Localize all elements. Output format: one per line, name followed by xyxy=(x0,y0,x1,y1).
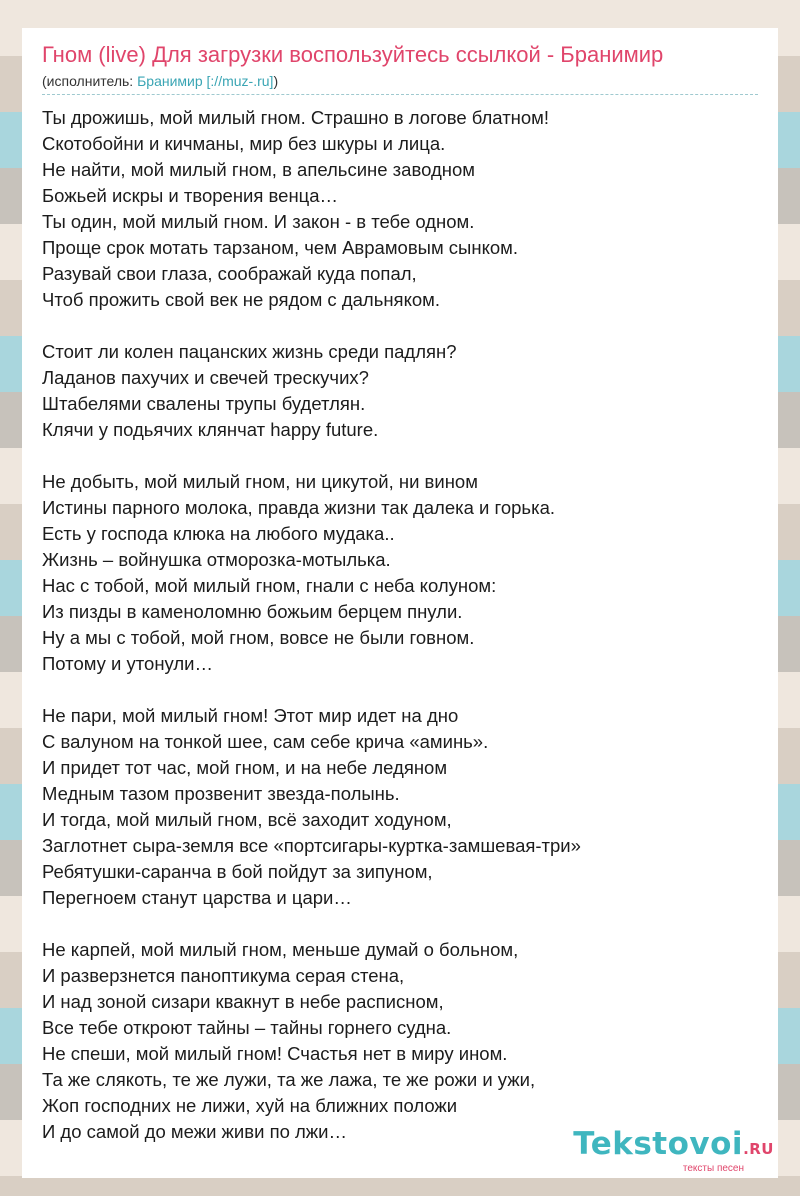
lyric-line: И придет тот час, мой гном, и на небе ледяном xyxy=(42,757,448,778)
lyric-line: Проще срок мотать тарзаном, чем Аврамовым сынком. xyxy=(42,237,519,258)
lyric-line: Не спеши, мой милый гном! Счастья нет в миру ином. xyxy=(42,1043,508,1064)
lyric-line: Чтоб прожить свой век не рядом с дальняком. xyxy=(42,289,441,310)
lyric-line: Не карпей, мой милый гном, меньше думай о больном, xyxy=(42,939,519,960)
site-logo[interactable] xyxy=(573,1127,774,1174)
lyric-line: Ты один, мой милый гном. И закон - в тебе одном. xyxy=(42,211,475,232)
lyric-line: Потому и утонули… xyxy=(42,653,214,674)
lyric-line: Нас с тобой, мой милый гном, гнали с неба колуном: xyxy=(42,575,497,596)
lyric-line: Из пизды в каменоломню божьим берцем пнули. xyxy=(42,601,463,622)
lyrics-text xyxy=(42,105,762,1145)
lyric-line: Штабелями свалены трупы будетлян. xyxy=(42,393,366,414)
lyrics-stanza xyxy=(42,937,762,1145)
lyrics-card xyxy=(22,28,778,1178)
lyric-line: Клячи у подьячих клянчат happy future. xyxy=(42,419,379,440)
logo-tagline: тексты песен xyxy=(682,1163,744,1174)
lyric-line: Стоит ли колен пацанских жизнь среди падлян? xyxy=(42,341,457,362)
lyric-line: Заглотнет сыра-земля все «портсигары-куртка-замшевая-три» xyxy=(42,835,581,856)
page-title: Гном (live) Для загрузки воспользуйтесь ссылкой - Бранимир xyxy=(42,42,664,67)
lyric-line: Все тебе откроют тайны – тайны горнего судна. xyxy=(42,1017,452,1038)
lyric-line: Разувай свои глаза, соображай куда попал, xyxy=(42,263,417,284)
lyric-line: Ребятушки-саранча в бой пойдут за зипуном, xyxy=(42,861,433,882)
lyric-line: Не пари, мой милый гном! Этот мир идет на дно xyxy=(42,705,459,726)
lyric-line: И до самой до межи живи по лжи… xyxy=(42,1121,348,1142)
title-divider xyxy=(42,94,758,95)
lyric-line: Жизнь – войнушка отморозка-мотылька. xyxy=(42,549,391,570)
lyrics-stanza xyxy=(42,703,762,911)
lyric-line: Не найти, мой милый гном, в апельсине заводном xyxy=(42,159,475,180)
lyric-line: Не добыть, мой милый гном, ни цикутой, ни вином xyxy=(42,471,478,492)
lyric-line: Ладанов пахучих и свечей трескучих? xyxy=(42,367,369,388)
lyric-line: Божьей искры и творения венца… xyxy=(42,185,339,206)
lyric-line: Та же слякоть, те же лужи, та же лажа, те же рожи и ужи, xyxy=(42,1069,536,1090)
lyric-line: Медным тазом прозвенит звезда-полынь. xyxy=(42,783,400,804)
lyric-line: Перегноем станут царства и цари… xyxy=(42,887,352,908)
lyric-line: Жоп господних не лижи, хуй на ближних положи xyxy=(42,1095,458,1116)
lyric-line: Истины парного молока, правда жизни так далека и горька. xyxy=(42,497,556,518)
lyrics-stanza xyxy=(42,105,762,313)
lyric-line: И над зоной сизари квакнут в небе расписном, xyxy=(42,991,444,1012)
lyric-line: И тогда, мой милый гном, всё заходит ходуном, xyxy=(42,809,452,830)
performer-line xyxy=(42,73,278,89)
performer-prefix: (исполнитель: xyxy=(42,73,138,89)
lyric-line: Скотобойни и кичманы, мир без шкуры и лица. xyxy=(42,133,446,154)
lyric-line: Есть у господа клюка на любого мудака.. xyxy=(42,523,395,544)
performer-link[interactable]: Бранимир [://muz-.ru] xyxy=(137,73,274,89)
logo-tld: .RU xyxy=(743,1140,774,1158)
lyrics-stanza xyxy=(42,469,762,677)
lyrics-stanza xyxy=(42,339,762,443)
logo-name: Tekstovoi xyxy=(573,1126,744,1162)
lyric-line: С валуном на тонкой шее, сам себе крича «аминь». xyxy=(42,731,489,752)
lyric-line: И разверзнется паноптикума серая стена, xyxy=(42,965,405,986)
lyric-line: Ты дрожишь, мой милый гном. Страшно в логове блатном! xyxy=(42,107,550,128)
performer-suffix: ) xyxy=(273,73,279,89)
lyric-line: Ну а мы с тобой, мой гном, вовсе не были говном. xyxy=(42,627,475,648)
